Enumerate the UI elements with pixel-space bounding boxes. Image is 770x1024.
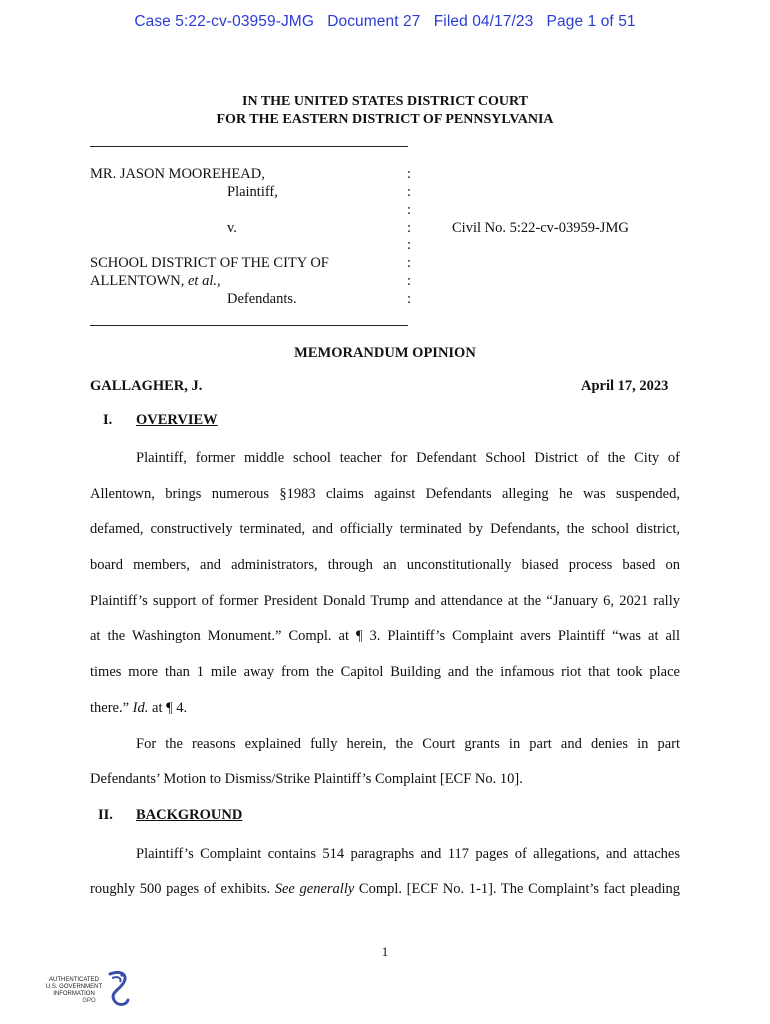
caption-colon: : <box>407 202 412 218</box>
court-name-line1: IN THE UNITED STATES DISTRICT COURT <box>242 94 528 109</box>
case-header-stamp: Case 5:22-cv-03959-JMG Document 27 Filed 04/17/23 Page 1 of 51 <box>134 13 636 30</box>
section-1-number: I. <box>103 412 113 428</box>
caption-colon: : <box>407 255 412 271</box>
overview-line-3: defamed, constructively terminated, and officially terminated by Defendants, the school district, <box>90 521 680 537</box>
section-2-number: II. <box>98 807 113 823</box>
caption-colon: : <box>407 273 412 289</box>
overview-para2-line-2: Defendants’ Motion to Dismiss/Strike Plaintiff’s Complaint [ECF No. 10]. <box>90 771 523 787</box>
overview-para2-line-1: For the reasons explained fully herein, the Court grants in part and denies in part <box>136 736 680 752</box>
opinion-date: April 17, 2023 <box>581 378 669 394</box>
overview-line-4: board members, and administrators, through an unconstitutionally biased process based on <box>90 557 680 573</box>
section-1-title: OVERVIEW <box>136 412 218 428</box>
versus: v. <box>227 220 237 236</box>
caption-colon: : <box>407 237 412 253</box>
opinion-title: MEMORANDUM OPINION <box>294 345 476 361</box>
overview-line-6: at the Washington Monument.” Compl. at ¶ 3. Plaintiff’s Complaint avers Plaintiff “was at all <box>90 628 680 644</box>
plaintiff-name: MR. JASON MOOREHEAD, <box>90 166 265 182</box>
caption-bottom-rule <box>90 325 408 326</box>
caption-colon: : <box>407 220 412 236</box>
overview-line-1: Plaintiff, former middle school teacher for Defendant School District of the City of <box>136 450 680 466</box>
caption-top-rule <box>90 146 408 147</box>
background-line-1: Plaintiff’s Complaint contains 514 paragraphs and 117 pages of allegations, and attaches <box>136 846 680 862</box>
defendant-line2: ALLENTOWN, et al., <box>90 273 221 289</box>
caption-colon: : <box>407 184 412 200</box>
defendant-role: Defendants. <box>227 291 297 307</box>
page-number: 1 <box>381 944 389 959</box>
gpo-seal-text: AUTHENTICATED U.S. GOVERNMENT INFORMATION GPO <box>45 977 103 1004</box>
overview-line-8: there.” Id. at ¶ 4. <box>90 700 188 716</box>
plaintiff-role: Plaintiff, <box>227 184 278 200</box>
civil-number: Civil No. 5:22-cv-03959-JMG <box>452 220 629 236</box>
background-line-2: roughly 500 pages of exhibits. See generally Compl. [ECF No. 1-1]. The Complaint’s fact pleading <box>90 881 680 897</box>
overview-line-7: times more than 1 mile away from the Capitol Building and the infamous riot that took place <box>90 664 680 680</box>
court-name-line2: FOR THE EASTERN DISTRICT OF PENNSYLVANIA <box>216 112 554 127</box>
defendant-line1: SCHOOL DISTRICT OF THE CITY OF <box>90 255 329 271</box>
section-2-title: BACKGROUND <box>136 807 243 823</box>
gpo-authentication-seal <box>38 966 138 1016</box>
caption-colon: : <box>407 291 412 307</box>
overview-line-2: Allentown, brings numerous §1983 claims against Defendants alleging he was suspended, <box>90 486 680 502</box>
caption-colon: : <box>407 166 412 182</box>
judge-name: GALLAGHER, J. <box>90 378 203 394</box>
overview-line-5: Plaintiff’s support of former President Donald Trump and attendance at the “January 6, 2021 rally <box>90 593 680 609</box>
